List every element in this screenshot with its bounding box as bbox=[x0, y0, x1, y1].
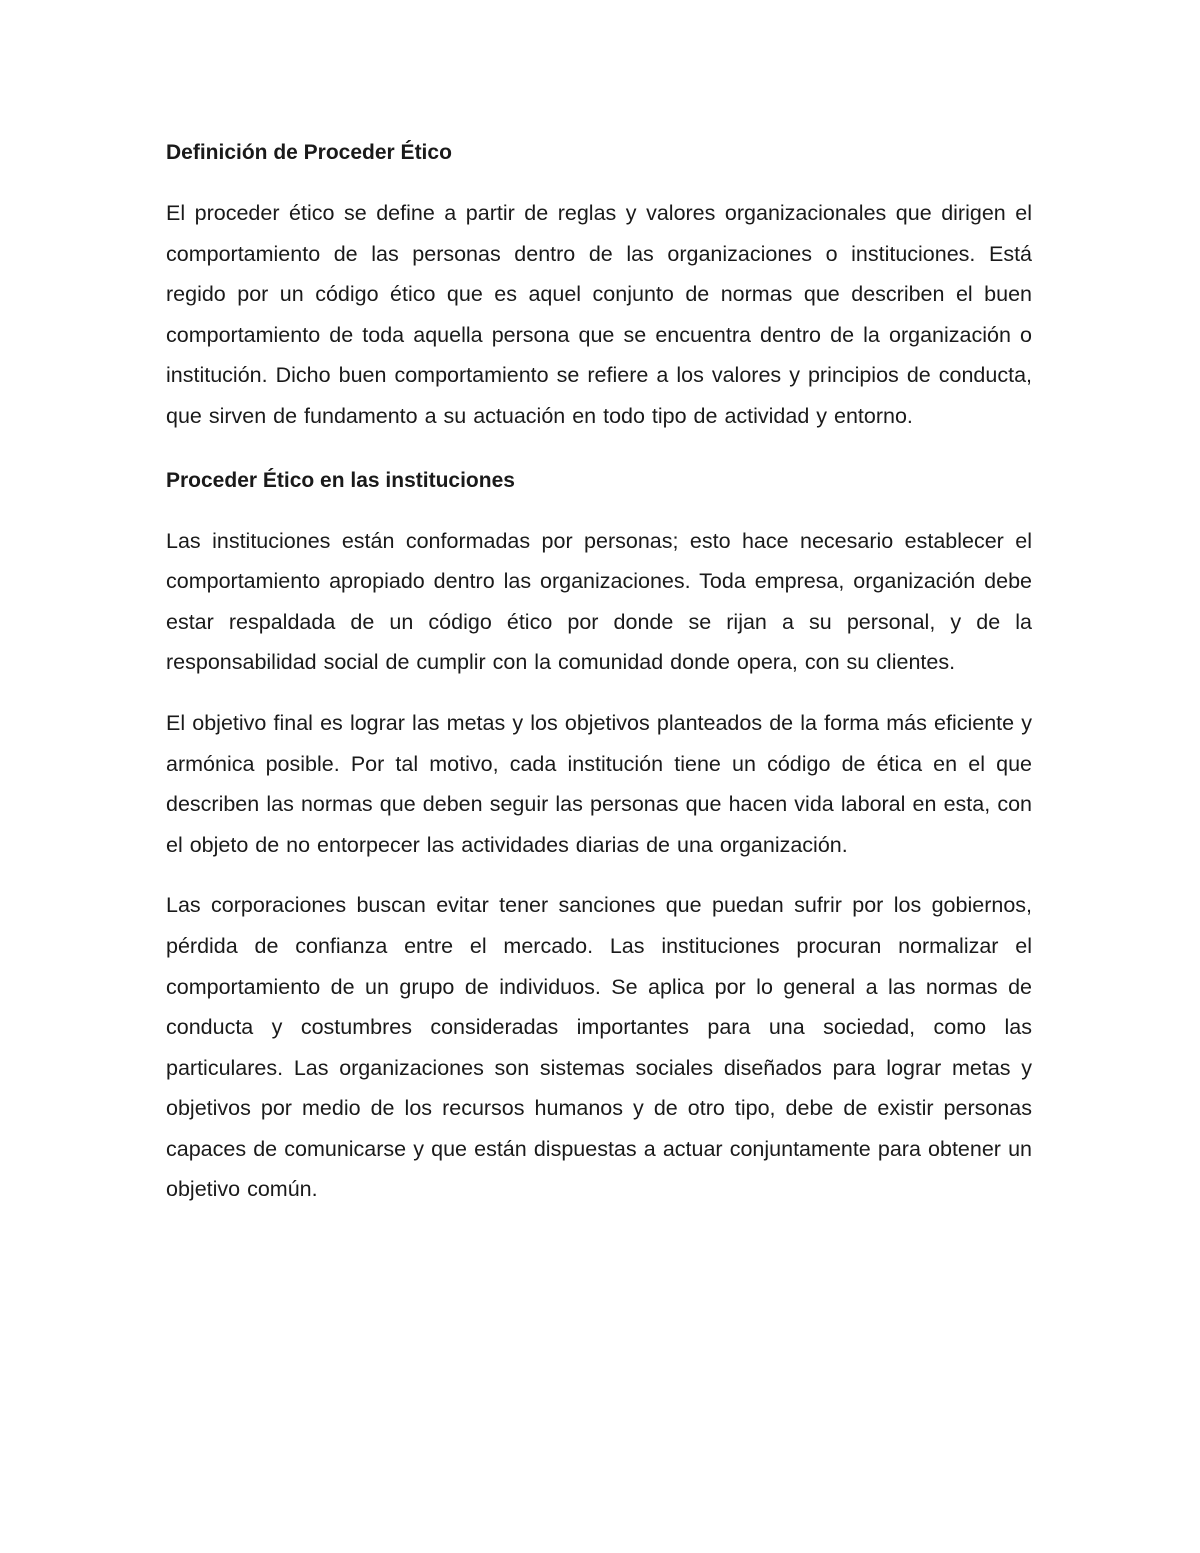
paragraph: El objetivo final es lograr las metas y los objetivos planteados de la forma más eficiente y armónica posible. Por tal motivo, cada institución tiene un código de ética en el que describen las normas que deben seguir las personas que hacen vida laboral en esta, con el objeto de no entorpecer las actividades diarias de una organización. bbox=[166, 710, 1032, 857]
document-body bbox=[166, 133, 1032, 1210]
paragraph: El proceder ético se define a partir de reglas y valores organizacionales que dirigen el comportamiento de las personas dentro de las organizaciones o instituciones. Está regido por un código ético que es aquel conjunto de normas que describen el buen comportamiento de toda aquella persona que se encuentra dentro de la organización o institución. Dicho buen comportamiento se refiere a los valores y principios de conducta, que sirven de fundamento a su actuación en todo tipo de actividad y entorno. bbox=[166, 201, 1032, 428]
section-heading-instituciones: Proceder Ético en las instituciones bbox=[166, 468, 515, 492]
section-heading-definicion: Definición de Proceder Ético bbox=[166, 141, 452, 164]
paragraph: Las corporaciones buscan evitar tener sanciones que puedan sufrir por los gobiernos, pérdida de confianza entre el mercado. Las instituciones procuran normalizar el comportamiento de un grupo de individuos. Se aplica por lo general a las normas de conducta y costumbres consideradas importantes para una sociedad, como las particulares. Las organizaciones son sistemas sociales diseñados para lograr metas y objetivos por medio de los recursos humanos y de otro tipo, debe de existir personas capaces de comunicarse y que están dispuestas a actuar conjuntamente para obtener un objetivo común. bbox=[166, 893, 1032, 1202]
paragraph: Las instituciones están conformadas por personas; esto hace necesario establecer el comportamiento apropiado dentro las organizaciones. Toda empresa, organización debe estar respaldada de un código ético por donde se rijan a su personal, y de la responsabilidad social de cumplir con la comunidad donde opera, con su clientes. bbox=[166, 528, 1032, 675]
